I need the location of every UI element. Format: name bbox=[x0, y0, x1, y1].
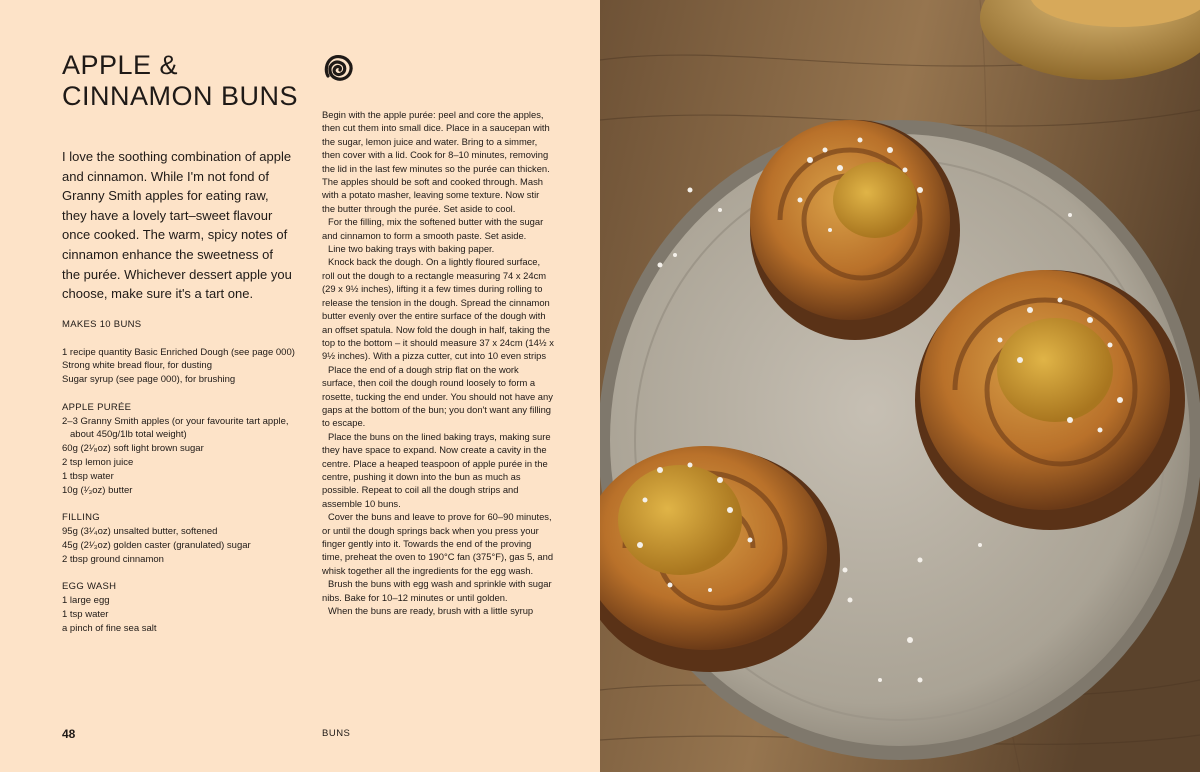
egg-wash-heading: EGG WASH bbox=[62, 581, 117, 593]
recipe-intro: I love the soothing combination of apple and cinnamon. While I'm not fond of Granny Smith apples for eating raw, they have a lovely tart–sweet flavour once cooked. The warm, spicy notes of cinnamon enhance the sweetness of the purée. Whichever dessert apple you choose, make sure it's a tart one. bbox=[62, 149, 292, 302]
title-line-2: CINNAMON BUNS bbox=[62, 81, 299, 111]
ingredient-line: 1 recipe quantity Basic Enriched Dough (see page 000) bbox=[62, 346, 295, 358]
title-line-1: APPLE & bbox=[62, 50, 179, 80]
ingredient-line: 2–3 Granny Smith apples (or your favourite tart apple, about 450g/1lb total weight) bbox=[62, 415, 289, 441]
method-paragraph: Begin with the apple purée: peel and core the apples, then cut them into small dice. Place in a saucepan with the sugar, lemon juice and water. Bring to a simmer, then cover with a lid. Cook for 8–10 minutes, removing the lid in the last few minutes so the purée can thicken. The apples should be soft and cooked through. Mash with a potato masher, leaving some texture. Now stir the butter through the purée. Set aside to cool. bbox=[322, 109, 550, 214]
apple-puree-section bbox=[62, 401, 302, 498]
method-paragraph: Place the buns on the lined baking trays, making sure they have space to expand. Now create a cavity in the centre. Place a heaped teaspoon of apple purée in the centre, pushing it down into the bun as much as possible. Repeat to coil all the dough strips and assemble 10 buns. bbox=[322, 430, 551, 509]
ingredient-line: 1 tbsp water bbox=[62, 470, 114, 482]
page-number: 48 bbox=[62, 727, 76, 741]
method-paragraph: Cover the buns and leave to prove for 60–90 minutes, or until the dough springs back when you press your finger gently into it. Towards the end of the proving time, preheat the oven to 190°C fan (375°F), gas 5, and whisk together all the ingredients for the egg wash. bbox=[322, 511, 554, 576]
ingredient-line: 2 tsp lemon juice bbox=[62, 456, 134, 468]
method-paragraph: Knock back the dough. On a lightly floured surface, roll out the dough to a rectangle measuring 74 x 24cm (29 x 9½ inches), lifting it a few times during rolling to release the tension in the dough. Spread the cinnamon butter evenly over the entire surface of the dough with an offset spatula. Now fold the dough in half, taking the top to the bottom – it should measure 37 x 24cm (14½ x 9½ inches). With a pizza cutter, cut into 10 even strips bbox=[322, 256, 554, 362]
ingredient-line: 60g (2¹⁄₈oz) soft light brown sugar bbox=[62, 443, 204, 455]
ingredient-line: 1 tsp water bbox=[62, 608, 109, 620]
filling-section bbox=[62, 511, 302, 566]
method-paragraph: When the buns are ready, brush with a little syrup bbox=[328, 605, 534, 617]
base-ingredients bbox=[62, 346, 302, 387]
yield-heading: MAKES 10 BUNS bbox=[62, 319, 142, 330]
ingredient-line: a pinch of fine sea salt bbox=[62, 622, 157, 634]
ingredient-line: 2 tbsp ground cinnamon bbox=[62, 553, 164, 565]
method-paragraph: Line two baking trays with baking paper. bbox=[328, 243, 495, 255]
ingredient-line: 45g (2¹⁄₃oz) golden caster (granulated) sugar bbox=[62, 539, 251, 551]
ingredient-line: Sugar syrup (see page 000), for brushing bbox=[62, 374, 236, 386]
ingredient-line: 1 large egg bbox=[62, 594, 110, 606]
method-paragraph: For the filling, mix the softened butter with the sugar and cinnamon to form a smooth paste. Set aside. bbox=[322, 216, 544, 241]
ingredient-line: Strong white bread flour, for dusting bbox=[62, 360, 212, 372]
swirl-icon bbox=[321, 51, 359, 89]
method-paragraph: Place the end of a dough strip flat on the work surface, then coil the dough round loosely to form a rosette, tucking the end under. You should not have any gaps at the bottom of the bun; you don't want any filling to escape. bbox=[322, 363, 553, 429]
recipe-title bbox=[62, 50, 298, 112]
apple-puree-heading: APPLE PURÉE bbox=[62, 401, 132, 413]
running-footer: BUNS bbox=[322, 728, 351, 739]
ingredient-line: 10g (¹⁄₃oz) butter bbox=[62, 484, 133, 496]
egg-wash-section bbox=[62, 580, 302, 635]
ingredient-line: 95g (3¹⁄₄oz) unsalted butter, softened bbox=[62, 525, 218, 537]
method-paragraph: Brush the buns with egg wash and sprinkle with sugar nibs. Bake for 10–12 minutes or until golden. bbox=[322, 578, 552, 603]
ingredients-list bbox=[62, 318, 302, 649]
method-text bbox=[322, 108, 554, 617]
filling-heading: FILLING bbox=[62, 512, 100, 524]
buns-photo bbox=[600, 0, 1200, 772]
yield-section bbox=[62, 318, 302, 332]
